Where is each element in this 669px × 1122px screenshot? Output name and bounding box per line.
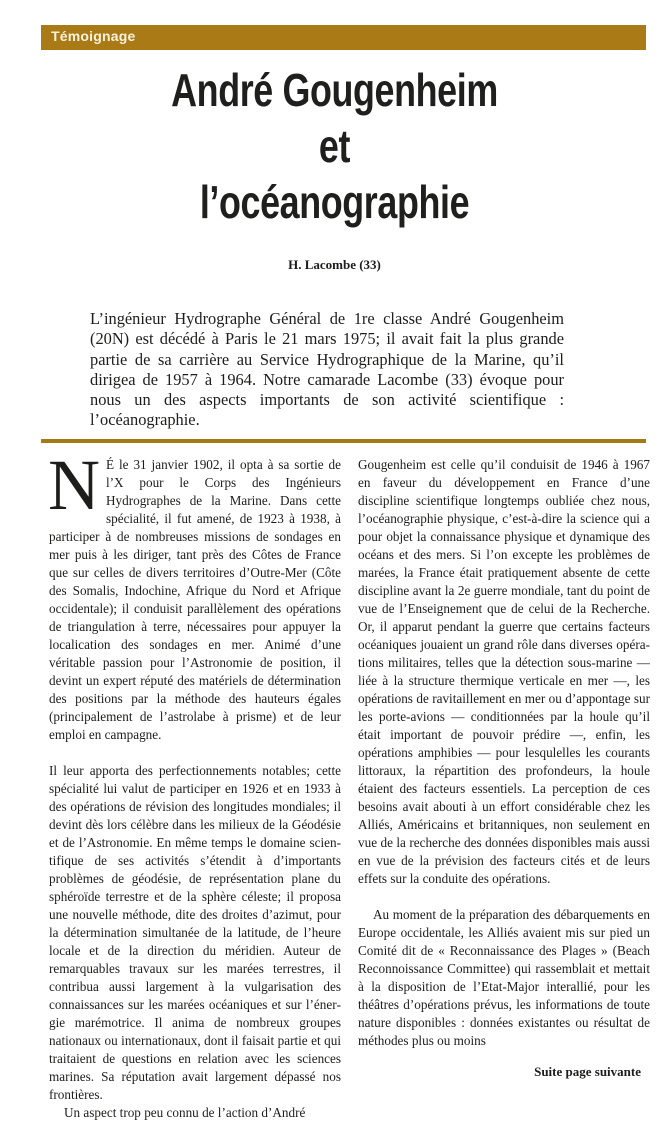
continued-link[interactable]: Suite page suivante bbox=[534, 1064, 641, 1079]
author-byline: H. Lacombe (33) bbox=[288, 257, 381, 272]
body-paragraph: Gougenheim est celle qu’il conduisit de 1946 à 1967 en faveur du développement en France d’une discipline scientifique longtemps oubliée chez nous, l’océanographie physique, c’est-à-dire la science qui a pour objet la connaissance physique et dynamique des océans et des mers. Si l’on excepte les problèmes de marées, la France était pratiquement absente de cette discipline avant la 2e guerre mondiale, tant du point de vue de l’Enseignement que de celui de la Recherche. Or, il apparut pendant la guerre que certains facteurs océaniques jouaient un grand rôle dans diverses opérations militaires, telles que la détection sous-marine — liée à la structure thermique verticale en mer —, les opérations de ravitaillement en mer ou d’appontage sur les porte-avions — conditionnées par la houle qu’il était important de pouvoir prédire —, enfin, les opérations amphibies — pour lesqulelles les courants littoraux, la répartition des profondeurs, la houle étaient des facteurs essentiels. La perception de ces besoins avait abouti à un effort considérable chez les Alliés, Américains et britanniques, non seulement en vue de la recherche des données disponibles mais aussi en vue de la prévision des facteurs cités et de leurs effets sur la conduite des opérations. bbox=[358, 457, 650, 886]
section-divider bbox=[41, 439, 646, 443]
body-paragraph bbox=[48, 445, 341, 744]
left-column bbox=[48, 445, 341, 1122]
body-paragraph: Il leur apporta des perfectionnements notables; cette spécialité lui valut de participer en 1926 et en 1933 à des opérations de révision des longitudes mondiales; il devint dès lors célèbre dans les milieux de la Géodésie et de l’Astronomie. En même temps le domaine scientifique de ses activités s’étendit à d’importants problèmes de géodésie, de représentation plane du sphéroïde terrestre et de la sphère céleste; il proposa une nouvelle méthode, dite des droites d’azimut, pour la détermination simultanée de la latitude, de l’heure locale et de la direction du méridien. Auteur de remarquables travaux sur les marées terrestres, il contribua aussi largement à la vulgarisation des connaissances sur les marées océaniques et sur l’énergie marémotrice. Il anima de nombreux groupes nationaux ou internationaux, dont il faisait partie et qui traitaient de questions en relation avec les sciences marines. Sa réputation avait largement dépassé nos frontières. bbox=[49, 763, 341, 1102]
article-title bbox=[74, 62, 596, 230]
paragraph-text: É le 31 janvier 1902, il opta à sa sortie de l’X pour le Corps des Ingénieurs Hydrographes de la Marine. Dans cette spécialité, il fut amené, de 1923 à 1938, à participer à de nombreuses missions de sondages en mer puis à les diriger, tant près des Côtes de France que sur celles de divers territoires d’Outre-Mer (Côte des Somalis, Indochine, Afrique du Nord et Afrique occidentale); il conduisit parallèlement des opérations de triangulation à terre, nécessaires pour appuyer la localication des sondages en mer. Animé d’une véritable passion pour l’Astronomie de position, il devint un expert réputé des matériels de détermination des positions par la méthode des hauteurs égales (principalement de l’astrolabe à prisme) et de leur emploi en campagne. bbox=[49, 457, 341, 742]
section-label: Témoignage bbox=[51, 28, 136, 44]
intro-paragraph: L’ingénieur Hydrographe Général de 1re classe André Gougenheim (20N) est décédé à Paris le 21 mars 1975; il avait fait la plus grande partie de sa carrière au Service Hydrographique de la Marine, qu’il dirigea de 1957 à 1964. Notre camarade Lacombe (33) évoque pour nous un des aspects importants de son activité scientifique : l’océanographie. bbox=[90, 309, 564, 430]
title-line-2: et bbox=[318, 120, 351, 172]
body-paragraph: Au moment de la préparation des débarquements en Europe occidentale, les Alliés avaient mis sur pied un Comité dit de « Reconnaissance des Plages » (Beach Reconnoissance Committee) qui rassemblait et mettait à la disposition de l’Etat-Major interallié, pour les théâtres d’opérations prévus, les informations de toute nature disponibles : données existantes ou résultat de méthodes plus ou moins bbox=[358, 907, 650, 1048]
title-line-1: André Gougenheim bbox=[171, 64, 498, 116]
right-column bbox=[358, 456, 650, 1050]
section-band bbox=[41, 25, 646, 50]
title-line-3: l’océanographie bbox=[199, 176, 470, 228]
drop-cap: N bbox=[48, 445, 100, 525]
body-paragraph: Un aspect trop peu connu de l’action d’André bbox=[64, 1105, 306, 1120]
